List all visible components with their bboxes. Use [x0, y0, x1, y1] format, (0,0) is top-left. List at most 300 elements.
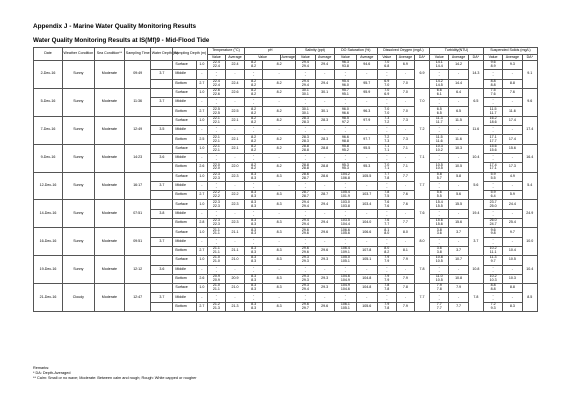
salinity-average: -: [315, 209, 334, 218]
salinity-value: [296, 228, 315, 237]
temperature-value-reading-1: -: [215, 69, 217, 74]
turbidity-value-reading-1: 11.0: [435, 274, 443, 279]
do-saturation-average: 95.3: [356, 163, 377, 172]
dissolved-oxygen-value-reading-2: -: [386, 185, 388, 189]
dissolved-oxygen-average: -: [396, 181, 414, 190]
table-header: [34, 48, 538, 61]
sea-condition-cell: Moderate: [94, 144, 124, 172]
turbidity-value-reading-2: -: [438, 296, 440, 301]
sampling-time-cell: 16:17: [125, 172, 151, 200]
suspended-solids-value: [483, 237, 502, 246]
suspended-solids-value-reading-1: 17.4: [489, 162, 497, 167]
suspended-solids-value-reading-2: 8.9: [490, 64, 496, 69]
ph-average: 8.2: [263, 61, 296, 70]
do-saturation-value-reading-1: -: [344, 208, 346, 213]
dissolved-oxygen-value: [377, 88, 396, 97]
temperature-value-reading-1: -: [215, 97, 217, 102]
turbidity-value: [430, 302, 449, 311]
temperature-average: 20.9: [225, 274, 244, 283]
sea-condition-cell: Moderate: [94, 256, 124, 284]
temperature-value: [207, 219, 225, 228]
turbidity-value-reading-2: 5.7: [436, 175, 442, 180]
sampling-depth-cell: 1.0: [196, 116, 207, 125]
dissolved-oxygen-value-reading-2: -: [386, 212, 388, 217]
temperature-average: 22.1: [225, 144, 244, 153]
dissolved-oxygen-average: 6.9: [396, 61, 414, 70]
temperature-value-reading-2: 21.3: [212, 305, 220, 310]
temperature-value-reading-2: -: [215, 185, 217, 189]
temperature-average: 22.1: [225, 135, 244, 144]
dissolved-oxygen-value: [377, 116, 396, 125]
turbidity-da: 6.5: [468, 88, 483, 116]
ph-value-reading-1: -: [253, 236, 255, 241]
turbidity-value-reading-1: 6.5: [436, 106, 442, 111]
dissolved-oxygen-value-reading-1: 7.9: [384, 255, 390, 260]
do-saturation-value: [334, 70, 356, 79]
do-saturation-value: [334, 237, 356, 246]
salinity-average: -: [315, 126, 334, 135]
ph-value-reading-1: 8.2: [251, 162, 257, 167]
temperature-average: 22.3: [225, 172, 244, 181]
salinity-value: [296, 61, 315, 70]
dissolved-oxygen-average: -: [396, 209, 414, 218]
temperature-average: 22.2: [225, 191, 244, 200]
dissolved-oxygen-value-reading-1: 8.0: [384, 246, 390, 251]
dissolved-oxygen-average: 7.6: [396, 200, 414, 209]
turbidity-value-reading-1: 7.9: [436, 283, 442, 288]
salinity-average: -: [315, 237, 334, 246]
dissolved-oxygen-value-reading-1: 6.9: [384, 78, 390, 83]
dissolved-oxygen-value-reading-2: 6.9: [384, 92, 390, 97]
do-saturation-value: [334, 144, 356, 153]
subheader-da: DA*: [522, 55, 537, 61]
temperature-average: -: [225, 265, 244, 274]
temperature-value-reading-2: 21.1: [212, 287, 220, 292]
dissolved-oxygen-value-reading-2: -: [386, 73, 388, 78]
dissolved-oxygen-value: [377, 144, 396, 153]
turbidity-value-reading-1: 6.6: [436, 88, 442, 93]
salinity-average: 28.3: [315, 135, 334, 144]
weather-cell: Sunny: [62, 61, 94, 89]
salinity-value: [296, 237, 315, 246]
salinity-value: [296, 246, 315, 255]
date-cell: 14-Dec-16: [34, 200, 63, 228]
do-saturation-average: -: [356, 181, 377, 190]
temperature-value-reading-2: 22.4: [212, 64, 220, 69]
salinity-value: [296, 284, 315, 293]
ph-value: [245, 144, 263, 153]
salinity-value-reading-1: 29.6: [301, 246, 309, 251]
ph-value-reading-1: 8.3: [251, 255, 257, 260]
do-saturation-value: [334, 265, 356, 274]
turbidity-value-reading-2: 15.5: [435, 203, 443, 208]
suspended-solids-value-reading-1: -: [492, 153, 494, 158]
turbidity-value-reading-1: -: [438, 69, 440, 74]
sampling-level-cell: Middle: [173, 209, 196, 218]
suspended-solids-da: 10.0: [522, 228, 537, 256]
ph-value-reading-2: -: [253, 185, 255, 189]
turbidity-value-reading-1: -: [438, 208, 440, 213]
salinity-value-reading-1: 30.1: [301, 88, 309, 93]
dissolved-oxygen-value: [377, 293, 396, 302]
ph-value: [245, 284, 263, 293]
dissolved-oxygen-value: [377, 200, 396, 209]
turbidity-average: -: [449, 70, 468, 79]
temperature-value: [207, 70, 225, 79]
ph-average: 8.2: [263, 116, 296, 125]
ph-value-reading-2: 8.3: [251, 203, 257, 208]
suspended-solids-average: -: [503, 293, 522, 302]
temperature-value-reading-2: -: [215, 73, 217, 78]
salinity-average: -: [315, 98, 334, 107]
turbidity-value-reading-2: 6.5: [436, 110, 442, 115]
water-depth-empty: [151, 284, 173, 293]
do-saturation-average: 95.7: [356, 79, 377, 88]
temperature-average: 22.3: [225, 200, 244, 209]
temperature-average: -: [225, 70, 244, 79]
suspended-solids-average: 25.4: [503, 219, 522, 228]
dissolved-oxygen-average: -: [396, 237, 414, 246]
do-saturation-value-reading-1: 106.6: [340, 227, 350, 232]
ph-value-reading-2: 8.3: [251, 287, 257, 292]
ph-average: 8.3: [263, 246, 296, 255]
suspended-solids-value-reading-1: -: [492, 208, 494, 213]
water-depth-empty: [151, 191, 173, 200]
sampling-depth-cell: -: [196, 181, 207, 190]
salinity-value-reading-1: 29.6: [301, 227, 309, 232]
suspended-solids-average: 4.9: [503, 172, 522, 181]
temperature-value-reading-2: -: [215, 212, 217, 217]
do-saturation-value-reading-2: -: [344, 185, 346, 189]
turbidity-average: 15.6: [449, 219, 468, 228]
suspended-solids-value-reading-2: 6.4: [490, 194, 496, 199]
do-saturation-value-reading-1: -: [344, 264, 346, 269]
turbidity-value-reading-1: 14.2: [435, 78, 443, 83]
ph-value-reading-2: 8.2: [251, 147, 257, 152]
dissolved-oxygen-average: 7.0: [396, 88, 414, 97]
do-saturation-value-reading-2: 103.8: [340, 203, 350, 208]
suspended-solids-value: [483, 219, 502, 228]
suspended-solids-average: 8.8: [503, 284, 522, 293]
salinity-value: [296, 163, 315, 172]
dissolved-oxygen-value: [377, 98, 396, 107]
dissolved-oxygen-average: 7.9: [396, 274, 414, 283]
do-saturation-value: [334, 181, 356, 190]
do-saturation-value-reading-2: -: [344, 212, 346, 217]
salinity-value: [296, 265, 315, 274]
suspended-solids-value-reading-2: 7.6: [490, 92, 496, 97]
ph-average: 8.3: [263, 302, 296, 311]
do-saturation-average: -: [356, 293, 377, 302]
salinity-value-reading-2: -: [304, 157, 306, 162]
water-depth-cell: 3.8: [151, 209, 173, 218]
turbidity-value-reading-2: -: [438, 101, 440, 106]
temperature-value-reading-2: 22.3: [212, 203, 220, 208]
dissolved-oxygen-value: [377, 265, 396, 274]
turbidity-da: 19.4: [468, 200, 483, 228]
do-saturation-value-reading-2: 95.3: [341, 166, 349, 171]
do-saturation-value: [334, 191, 356, 200]
dissolved-oxygen-value: [377, 163, 396, 172]
dissolved-oxygen-da: 7.7: [414, 284, 429, 312]
temperature-value: [207, 107, 225, 116]
suspended-solids-average: 17.3: [503, 163, 522, 172]
temperature-value-reading-2: 21.1: [212, 250, 220, 255]
ph-value-reading-1: 8.2: [251, 88, 257, 93]
dissolved-oxygen-value: [377, 153, 396, 162]
ph-value-reading-2: -: [253, 129, 255, 134]
do-saturation-value: [334, 153, 356, 162]
dissolved-oxygen-value-reading-1: 7.0: [384, 88, 390, 93]
dissolved-oxygen-value-reading-1: 7.8: [384, 190, 390, 195]
ph-value-reading-1: 8.3: [251, 301, 257, 306]
turbidity-value: [430, 79, 449, 88]
temperature-value-reading-2: 21.0: [212, 259, 220, 264]
turbidity-average: 14.4: [449, 79, 468, 88]
ph-value-reading-2: -: [253, 240, 255, 245]
salinity-value-reading-1: 28.8: [301, 162, 309, 167]
salinity-average: 28.3: [315, 116, 334, 125]
ph-average: 8.2: [263, 135, 296, 144]
temperature-average: 22.5: [225, 107, 244, 116]
temperature-value-reading-1: 21.2: [212, 301, 220, 306]
ph-value: [245, 172, 263, 181]
temperature-value: [207, 181, 225, 190]
dissolved-oxygen-da: 8.0: [414, 228, 429, 256]
turbidity-da: 10.8: [468, 256, 483, 284]
suspended-solids-value: [483, 246, 502, 255]
ph-value: [245, 200, 263, 209]
turbidity-average: 5.8: [449, 172, 468, 181]
suspended-solids-average: 9.7: [503, 228, 522, 237]
salinity-average: 28.8: [315, 163, 334, 172]
dissolved-oxygen-average: 8.1: [396, 246, 414, 255]
ph-average: 8.2: [263, 163, 296, 172]
dissolved-oxygen-da: 7.2: [414, 116, 429, 144]
turbidity-value: [430, 116, 449, 125]
salinity-value: [296, 144, 315, 153]
turbidity-average: 11.6: [449, 135, 468, 144]
ph-value-reading-1: 8.3: [251, 246, 257, 251]
suspended-solids-average: -: [503, 237, 522, 246]
suspended-solids-value-reading-1: 5.9: [490, 190, 496, 195]
dissolved-oxygen-value: [377, 219, 396, 228]
table-row: [34, 172, 538, 181]
ph-value-reading-1: -: [253, 264, 255, 269]
suspended-solids-average: -: [503, 265, 522, 274]
salinity-value-reading-2: 29.3: [301, 277, 309, 282]
dissolved-oxygen-value-reading-1: 7.1: [384, 143, 390, 148]
sampling-depth-cell: -: [196, 265, 207, 274]
table-row: [34, 256, 538, 265]
dissolved-oxygen-value-reading-1: 8.1: [384, 227, 390, 232]
ph-value-reading-1: 8.2: [251, 134, 257, 139]
do-saturation-value: [334, 126, 356, 135]
suspended-solids-value-reading-1: 17.1: [489, 134, 497, 139]
suspended-solids-da: 17.4: [522, 116, 537, 144]
turbidity-value-reading-2: 11.6: [435, 138, 443, 143]
turbidity-value: [430, 144, 449, 153]
ph-value-reading-1: -: [253, 97, 255, 102]
ph-value-reading-2: 8.3: [251, 231, 257, 236]
temperature-average: 21.1: [225, 228, 244, 237]
do-saturation-average: -: [356, 237, 377, 246]
turbidity-value: [430, 274, 449, 283]
water-depth-empty: [151, 228, 173, 237]
ph-value-reading-1: -: [253, 153, 255, 158]
turbidity-value-reading-1: 3.6: [436, 246, 442, 251]
ph-value: [245, 79, 263, 88]
temperature-average: 21.0: [225, 256, 244, 265]
salinity-average: 30.1: [315, 88, 334, 97]
salinity-average: -: [315, 153, 334, 162]
do-saturation-value-reading-2: 96.0: [341, 82, 349, 87]
temperature-average: 21.0: [225, 284, 244, 293]
table-row: [34, 61, 538, 70]
ph-value-reading-1: 8.2: [251, 106, 257, 111]
salinity-value-reading-1: -: [304, 208, 306, 213]
suspended-solids-value: [483, 265, 502, 274]
do-saturation-average: -: [356, 70, 377, 79]
dissolved-oxygen-value-reading-2: 7.0: [384, 110, 390, 115]
ph-value-reading-2: 8.3: [251, 259, 257, 264]
sampling-depth-cell: -: [196, 70, 207, 79]
table-row: [34, 200, 538, 209]
ph-value-reading-1: 8.3: [251, 274, 257, 279]
dissolved-oxygen-average: 7.0: [396, 107, 414, 116]
suspended-solids-value: [483, 144, 502, 153]
temperature-value-reading-1: -: [215, 181, 217, 186]
suspended-solids-value-reading-1: -: [492, 236, 494, 241]
suspended-solids-average: 10.3: [503, 274, 522, 283]
suspended-solids-value-reading-1: 10.2: [489, 246, 497, 251]
temperature-value: [207, 246, 225, 255]
ph-average: 8.3: [263, 284, 296, 293]
sampling-time-cell: 09:51: [125, 228, 151, 256]
turbidity-average: -: [449, 181, 468, 190]
subheader-average: Average: [281, 54, 295, 59]
subheader-value: Value: [296, 55, 315, 61]
weather-cell: Sunny: [62, 88, 94, 116]
suspended-solids-value-reading-2: 9.3: [490, 305, 496, 310]
turbidity-value-reading-2: 10.5: [435, 166, 443, 171]
sampling-level-cell: Middle: [173, 98, 196, 107]
salinity-average: 29.4: [315, 61, 334, 70]
weather-cell: Sunny: [62, 116, 94, 144]
turbidity-value-reading-2: 14.4: [435, 64, 443, 69]
salinity-value-reading-2: 29.4: [301, 203, 309, 208]
table-body: [34, 61, 538, 312]
salinity-value: [296, 274, 315, 283]
temperature-value-reading-1: -: [215, 264, 217, 269]
temperature-value: [207, 256, 225, 265]
turbidity-value-reading-2: 15.6: [435, 222, 443, 227]
salinity-value-reading-2: 28.7: [301, 194, 309, 199]
temperature-value-reading-2: 22.1: [212, 138, 220, 143]
sampling-level-cell: Surface: [173, 256, 196, 265]
subheader-value: Value: [245, 55, 281, 61]
do-saturation-value: [334, 274, 356, 283]
dissolved-oxygen-average: 7.7: [396, 219, 414, 228]
turbidity-value-reading-1: 15.6: [435, 218, 443, 223]
do-saturation-value: [334, 284, 356, 293]
suspended-solids-average: -: [503, 181, 522, 190]
header-time: Sampling Time: [125, 48, 151, 61]
water-depth-empty: [151, 219, 173, 228]
temperature-value: [207, 172, 225, 181]
temperature-value-reading-1: -: [215, 153, 217, 158]
temperature-average: 22.0: [225, 163, 244, 172]
turbidity-value-reading-1: 11.3: [435, 116, 443, 121]
ph-value: [245, 302, 263, 311]
temperature-value: [207, 293, 225, 302]
turbidity-average: -: [449, 98, 468, 107]
do-saturation-value-reading-1: 96.0: [341, 106, 349, 111]
temperature-average: -: [225, 98, 244, 107]
turbidity-value: [430, 172, 449, 181]
water-depth-cell: 3.6: [151, 153, 173, 162]
temperature-value: [207, 98, 225, 107]
do-saturation-average: 97.7: [356, 135, 377, 144]
suspended-solids-value: [483, 163, 502, 172]
dissolved-oxygen-value-reading-1: -: [386, 153, 388, 158]
do-saturation-value-reading-2: 97.2: [341, 119, 349, 124]
suspended-solids-value-reading-2: -: [492, 240, 494, 245]
salinity-value-reading-2: 29.4: [301, 82, 309, 87]
do-saturation-average: 107.8: [356, 246, 377, 255]
suspended-solids-value-reading-2: 17.1: [489, 166, 497, 171]
ph-value-reading-2: -: [253, 157, 255, 162]
temperature-value-reading-1: 22.6: [212, 88, 220, 93]
ph-value: [245, 265, 263, 274]
temperature-value-reading-1: -: [215, 236, 217, 241]
sampling-level-cell: Bottom: [173, 191, 196, 200]
do-saturation-value: [334, 107, 356, 116]
ph-value-reading-2: -: [253, 212, 255, 217]
suspended-solids-da: 10.4: [522, 256, 537, 284]
do-saturation-value-reading-1: 104.2: [340, 171, 350, 176]
temperature-value-reading-2: 22.6: [212, 92, 220, 97]
date-cell: 2-Dec-16: [34, 61, 63, 89]
suspended-solids-da: 8.5: [522, 284, 537, 312]
remarks-note-da: * DA: Depth-Averaged: [33, 371, 71, 375]
sampling-level-cell: Surface: [173, 172, 196, 181]
ph-value-reading-2: -: [253, 296, 255, 301]
ph-value-reading-2: 8.3: [251, 175, 257, 180]
do-saturation-value-reading-2: -: [344, 157, 346, 162]
do-saturation-value-reading-2: -: [344, 129, 346, 134]
turbidity-value: [430, 61, 449, 70]
salinity-average: 29.6: [315, 246, 334, 255]
do-saturation-value: [334, 79, 356, 88]
suspended-solids-value-reading-1: 15.6: [489, 143, 497, 148]
salinity-value-reading-1: 29.3: [301, 255, 309, 260]
ph-value: [245, 209, 263, 218]
sampling-level-cell: Bottom: [173, 135, 196, 144]
do-saturation-value-reading-1: -: [344, 125, 346, 130]
sampling-level-cell: Bottom: [173, 246, 196, 255]
dissolved-oxygen-value-reading-2: 7.5: [384, 194, 390, 199]
salinity-value-reading-1: -: [304, 97, 306, 102]
dissolved-oxygen-value: [377, 135, 396, 144]
turbidity-average: 6.4: [449, 88, 468, 97]
temperature-average: 22.6: [225, 88, 244, 97]
do-saturation-average: -: [356, 209, 377, 218]
do-saturation-value: [334, 293, 356, 302]
dissolved-oxygen-value-reading-2: 7.8: [384, 287, 390, 292]
salinity-value-reading-2: 28.7: [301, 175, 309, 180]
salinity-value-reading-1: 29.3: [301, 274, 309, 279]
